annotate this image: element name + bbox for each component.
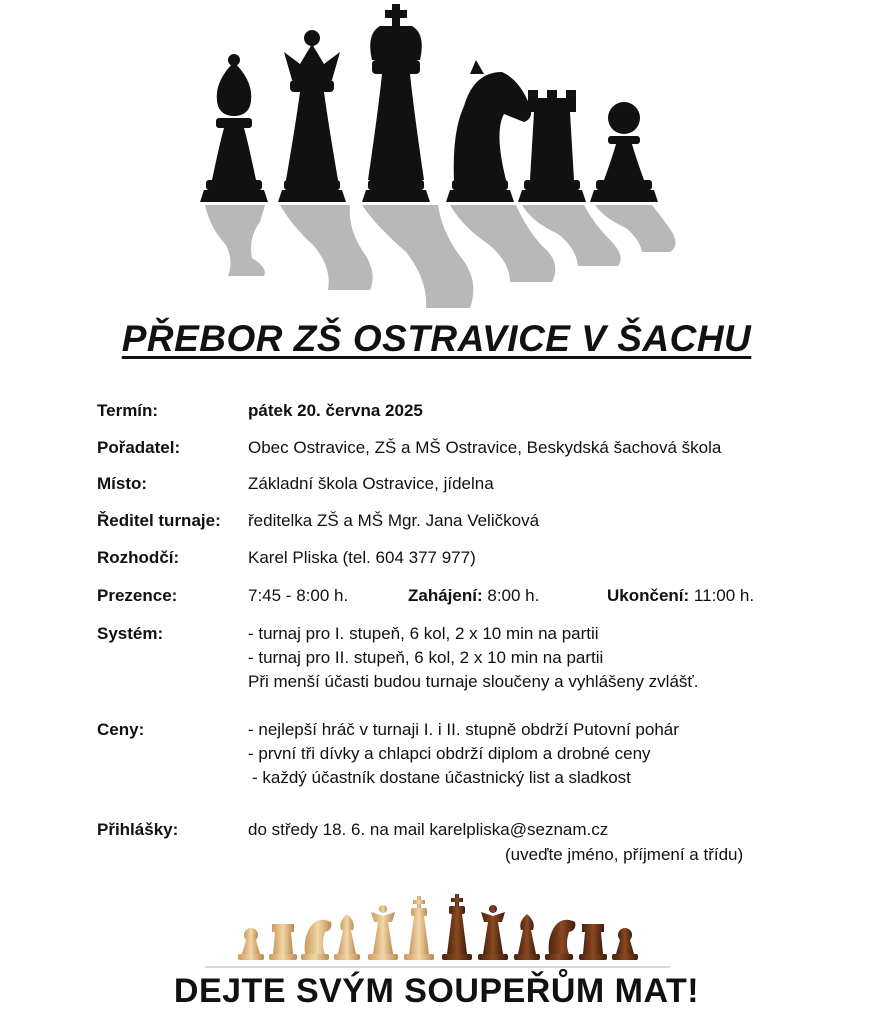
shadow-reflection	[205, 205, 676, 308]
reditel-label: Ředitel turnaje:	[97, 511, 221, 530]
system-lines	[248, 622, 699, 694]
prihlasky-note: (uveďte jméno, příjmení a třídu)	[505, 845, 744, 864]
misto-label: Místo:	[97, 474, 148, 493]
prihlasky-value: do středy 18. 6. na mail karelpliska@seznam.cz	[248, 820, 609, 839]
zahajeni-group	[408, 584, 539, 608]
ukonceni-label: Ukončení:	[607, 586, 690, 605]
zahajeni-label: Zahájení:	[408, 586, 483, 605]
ceny-line: - každý účastník dostane účastnický list a sladkost	[252, 768, 631, 787]
rozhodci-value: Karel Pliska (tel. 604 377 977)	[248, 548, 476, 567]
system-line: Při menší účasti budou turnaje sloučeny a vyhlášeny zvlášť.	[248, 672, 699, 691]
rozhodci-label: Rozhodčí:	[97, 548, 180, 567]
zahajeni-value: 8:00 h.	[487, 586, 540, 605]
system-line: - turnaj pro II. stupeň, 6 kol, 2 x 10 min na partii	[248, 648, 604, 667]
termin-label: Termín:	[97, 401, 159, 420]
slogan: DEJTE SVÝM SOUPEŘŮM MAT!	[173, 972, 700, 1010]
ukonceni-group	[607, 584, 754, 608]
wooden-chess-pieces-image	[205, 888, 670, 970]
reditel-value: ředitelka ZŠ a MŠ Mgr. Jana Veličková	[248, 511, 540, 530]
black-pieces	[200, 4, 658, 202]
termin-value: pátek 20. června 2025	[248, 401, 423, 420]
ceny-line: - první tři dívky a chlapci obdrží diplom a drobné ceny	[248, 744, 651, 763]
ceny-line: - nejlepší hráč v turnaji I. i II. stupně obdrží Putovní pohár	[248, 720, 679, 739]
misto-value: Základní škola Ostravice, jídelna	[248, 474, 494, 493]
page-title: PŘEBOR ZŠ OSTRAVICE V ŠACHU	[121, 318, 752, 359]
ceny-lines	[248, 718, 679, 790]
poradatel-value: Obec Ostravice, ZŠ a MŠ Ostravice, Beskydská šachová škola	[248, 438, 722, 457]
ukonceni-value: 11:00 h.	[693, 586, 755, 605]
prihlasky-label: Přihlášky:	[97, 820, 179, 839]
light-wooden-pieces	[238, 896, 434, 960]
prezence-label: Prezence:	[97, 586, 178, 605]
dark-wooden-pieces	[442, 894, 638, 960]
poradatel-label: Pořadatel:	[97, 438, 181, 457]
ceny-label: Ceny:	[97, 720, 145, 739]
chess-pieces-header-image	[180, 0, 680, 318]
system-label: Systém:	[97, 624, 164, 643]
prezence-value: 7:45 - 8:00 h.	[248, 586, 349, 605]
system-line: - turnaj pro I. stupeň, 6 kol, 2 x 10 min na partii	[248, 624, 599, 643]
